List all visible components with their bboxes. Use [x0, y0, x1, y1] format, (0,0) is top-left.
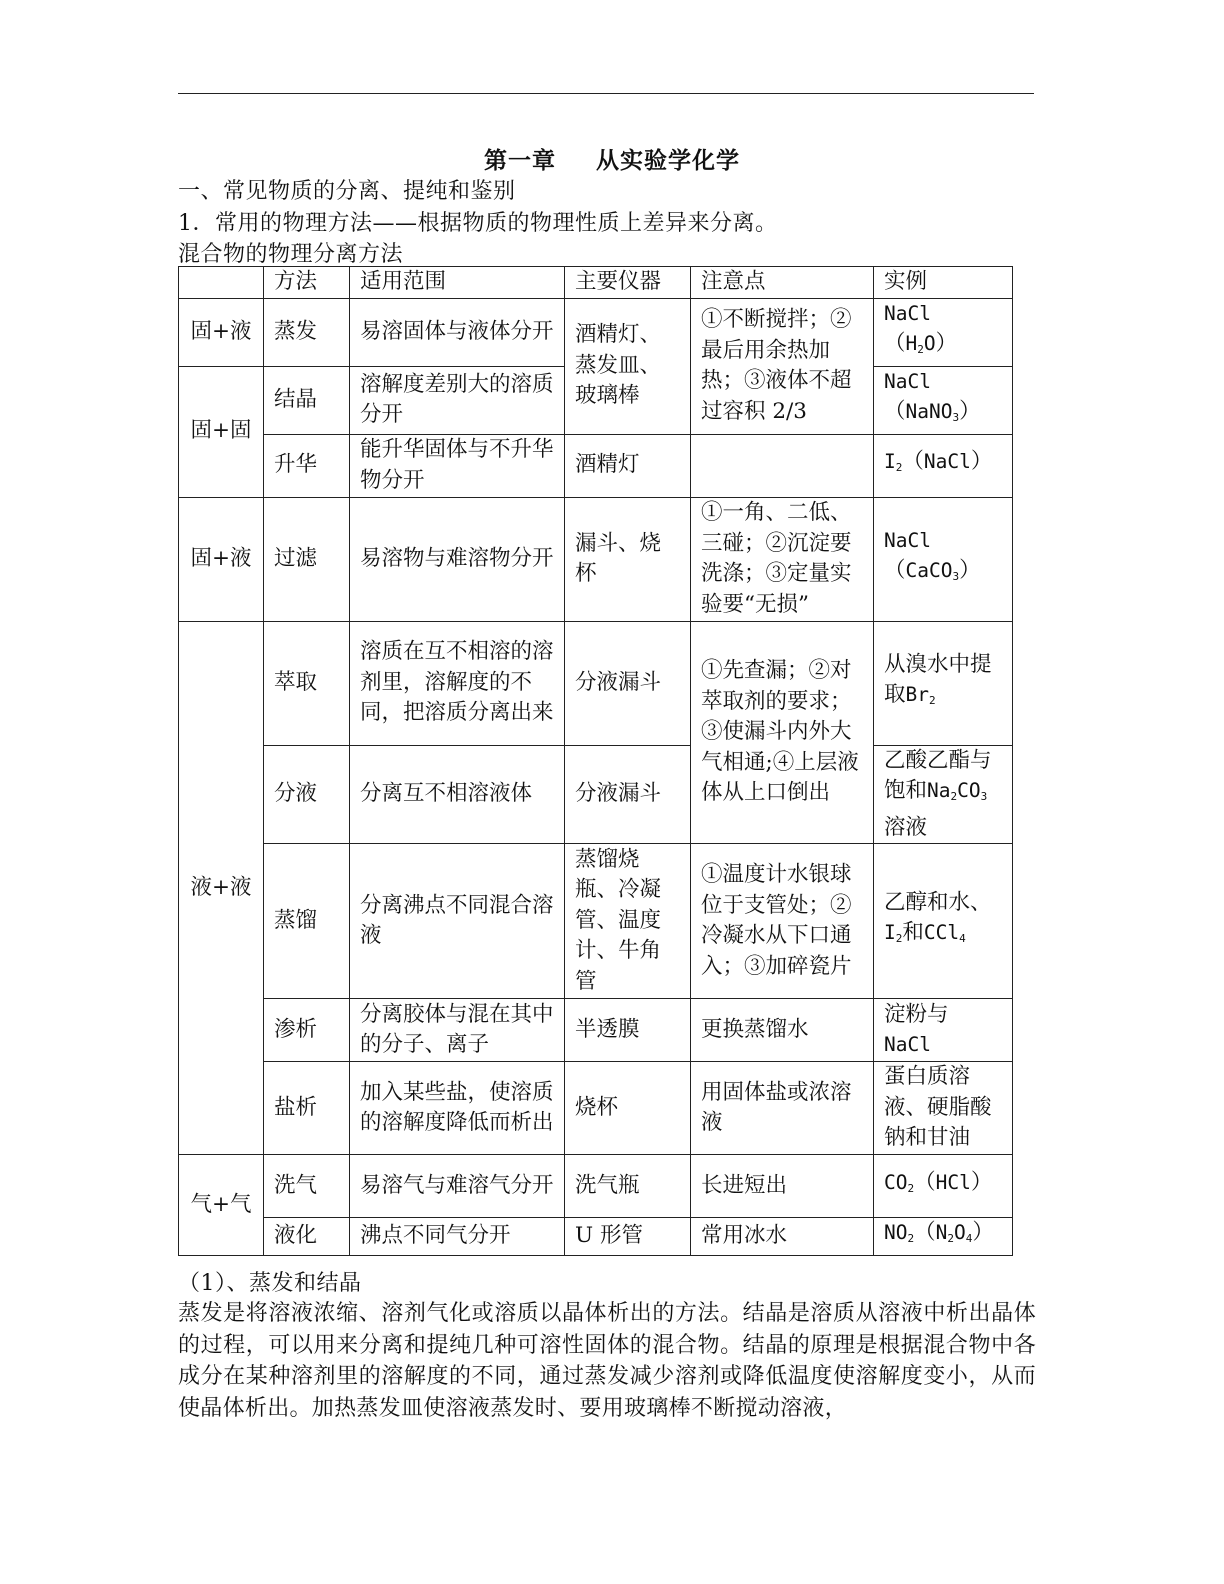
notes-cell: ①一角、二低、三碰；②沉淀要洗涤；③定量实验要“无损” [691, 497, 874, 621]
notes-cell: ①不断搅拌；②最后用余热加热；③液体不超过容积 2/3 [691, 298, 874, 434]
instrument-cell: 蒸馏烧瓶、冷凝管、温度计、牛角管 [565, 844, 691, 999]
method-cell: 过滤 [264, 497, 350, 621]
method-cell: 洗气 [264, 1155, 350, 1218]
scope-cell: 沸点不同气分开 [350, 1218, 565, 1256]
table-row [179, 298, 1013, 366]
instrument-cell: U 形管 [565, 1218, 691, 1256]
table-row [179, 1062, 1013, 1155]
instrument-cell: 烧杯 [565, 1062, 691, 1155]
chapter-number: 第一章 [484, 147, 556, 174]
notes-cell: 用固体盐或浓溶液 [691, 1062, 874, 1155]
scope-cell: 易溶固体与液体分开 [350, 298, 565, 366]
scope-cell: 分离沸点不同混合溶液 [350, 844, 565, 999]
body-paragraph: 蒸发是将溶液浓缩、溶剂气化或溶质以晶体析出的方法。结晶是溶质从溶液中析出晶体的过程，可以用来分离和提纯几种可溶性固体的混合物。结晶的原理是根据混合物中各成分在某种溶剂里的溶解度的不同，通过蒸发减少溶剂或降低温度使溶解度变小，从而使晶体析出。加热蒸发皿使溶液蒸发时、要用玻璃棒不断搅动溶液， [178, 1301, 1036, 1421]
header-cell-example: 实例 [874, 267, 1013, 299]
table-row [179, 434, 1013, 497]
scope-cell: 溶质在互不相溶的溶剂里，溶解度的不同，把溶质分离出来 [350, 621, 565, 745]
chapter-name: 从实验学化学 [596, 147, 740, 174]
method-cell: 盐析 [264, 1062, 350, 1155]
example-cell: 淀粉与 NaCl [874, 999, 1013, 1062]
instrument-cell: 分液漏斗 [565, 621, 691, 745]
method-cell: 蒸馏 [264, 844, 350, 999]
table-row [179, 497, 1013, 621]
subsection-heading: （1）、蒸发和结晶 [178, 1271, 362, 1296]
group-cell: 固+液 [179, 497, 264, 621]
header-cell-notes: 注意点 [691, 267, 874, 299]
table-row [179, 621, 1013, 745]
chapter-title [0, 142, 1224, 175]
notes-cell [691, 434, 874, 497]
section-heading: 一、常见物质的分离、提纯和鉴别 [178, 179, 516, 204]
notes-cell: 常用冰水 [691, 1218, 874, 1256]
example-cell: $I_2(NaCl)$ [874, 434, 1013, 497]
method-cell: 升华 [264, 434, 350, 497]
example-cell: 从溴水中提取$Br_2$ [874, 621, 1013, 745]
group-cell: 固+液 [179, 298, 264, 366]
example-cell: NaCl （CaCO$_3$） [874, 497, 1013, 621]
header-cell-group [179, 267, 264, 299]
scope-cell: 分离互不相溶液体 [350, 745, 565, 844]
table-row [179, 844, 1013, 999]
method-line: 1．常用的物理方法——根据物质的物理性质上差异来分离。 [178, 211, 778, 236]
table-row [179, 1155, 1013, 1218]
method-cell: 液化 [264, 1218, 350, 1256]
notes-cell: 更换蒸馏水 [691, 999, 874, 1062]
example-cell: $NO_2(N_2O_4)$ [874, 1218, 1013, 1256]
example-cell: 蛋白质溶液、硬脂酸钠和甘油 [874, 1062, 1013, 1155]
table-row [179, 1218, 1013, 1256]
table-caption: 混合物的物理分离方法 [178, 242, 404, 267]
method-cell: 萃取 [264, 621, 350, 745]
group-cell: 固+固 [179, 366, 264, 497]
instrument-cell: 漏斗、烧杯 [565, 497, 691, 621]
method-cell: 分液 [264, 745, 350, 844]
notes-cell: 长进短出 [691, 1155, 874, 1218]
example-cell: 乙醇和水、$I_2$和CCl$_4$ [874, 844, 1013, 999]
instrument-cell: 洗气瓶 [565, 1155, 691, 1218]
table-header-row [179, 267, 1013, 299]
table-row [179, 999, 1013, 1062]
instrument-cell: 半透膜 [565, 999, 691, 1062]
example-cell: $CO_2(HCl)$ [874, 1155, 1013, 1218]
separation-methods-table [178, 266, 1013, 1256]
header-cell-instrument: 主要仪器 [565, 267, 691, 299]
group-cell: 液+液 [179, 621, 264, 1155]
scope-cell: 加入某些盐，使溶质的溶解度降低而析出 [350, 1062, 565, 1155]
method-cell: 蒸发 [264, 298, 350, 366]
header-cell-method: 方法 [264, 267, 350, 299]
example-cell: $NaCl(H_2O)$ [874, 298, 1013, 366]
scope-cell: 分离胶体与混在其中的分子、离子 [350, 999, 565, 1062]
scope-cell: 能升华固体与不升华物分开 [350, 434, 565, 497]
scope-cell: 易溶气与难溶气分开 [350, 1155, 565, 1218]
example-cell: NaCl （NaNO$_3$） [874, 366, 1013, 434]
instrument-cell: 分液漏斗 [565, 745, 691, 844]
instrument-cell: 酒精灯、蒸发皿、玻璃棒 [565, 298, 691, 434]
method-cell: 结晶 [264, 366, 350, 434]
header-rule [178, 93, 1034, 94]
notes-cell: ①先查漏；②对萃取剂的要求；③使漏斗内外大气相通;④上层液体从上口倒出 [691, 621, 874, 844]
scope-cell: 溶解度差别大的溶质分开 [350, 366, 565, 434]
scope-cell: 易溶物与难溶物分开 [350, 497, 565, 621]
notes-cell: ①温度计水银球位于支管处；②冷凝水从下口通入；③加碎瓷片 [691, 844, 874, 999]
header-cell-scope: 适用范围 [350, 267, 565, 299]
method-cell: 渗析 [264, 999, 350, 1062]
example-cell: 乙酸乙酯与饱和$Na_2CO_3$溶液 [874, 745, 1013, 844]
group-cell: 气+气 [179, 1155, 264, 1256]
table-row [179, 745, 1013, 844]
instrument-cell: 酒精灯 [565, 434, 691, 497]
